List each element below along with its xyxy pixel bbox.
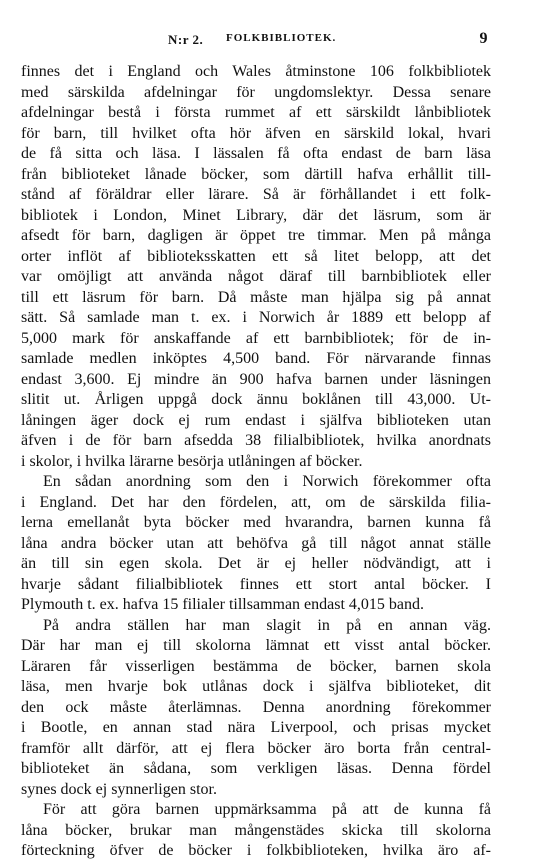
text-line: orter inflöt af biblioteksskatten ett så litet belopp, att det xyxy=(21,247,491,265)
text-line: 5,000 mark för anskaffande af ett barnbibliotek; för de in- xyxy=(21,329,491,347)
text-line: För att göra barnen uppmärksamma på att de kunna få xyxy=(43,801,491,818)
text-line: Läraren får visserligen bestämma de böcker, barnen skola xyxy=(21,657,491,675)
journal-title: FOLKBIBLIOTEK. xyxy=(226,32,337,44)
text-line: Plymouth t. ex. hafva 15 filialer tillsamman endast 4,015 band. xyxy=(21,596,425,613)
text-line: afdelningar bestå i första rummet af ett särskildt lånbibliotek xyxy=(21,104,491,121)
text-line: äfven i de för barn afsedda 38 filialbibliotek, hvilka anordnats xyxy=(21,432,491,449)
text-line: för barn, till hvilket ofta hör äfven en särskild lokal, hvari xyxy=(21,124,491,142)
text-line: låningen äger dock ej rum endast i själfva biblioteken utan xyxy=(21,411,491,429)
text-line: stånd af föräldrar eller lärare. Så är förhållandet i ett folk- xyxy=(21,186,491,203)
text-line: synes dock ej synnerligen stor. xyxy=(21,780,217,798)
text-line: afsedt för barn, dagligen är öppet tre timmar. Men på många xyxy=(21,227,491,244)
text-line: i Bootle, en annan stad nära Liverpool, och prisas mycket xyxy=(21,719,491,736)
text-line: var omöjligt att använda något däraf till barnbibliotek eller xyxy=(21,268,491,285)
text-line: i skolor, i hvilka lärarne besörja utlåningen af böcker. xyxy=(21,452,363,470)
running-header xyxy=(78,32,488,50)
text-line: sätt. Så samlade man t. ex. i Norwich år 1889 ett belopp af xyxy=(21,309,491,326)
text-line: den ock måste återlämnas. Denna anordning förekommer xyxy=(21,698,491,716)
text-line: endast 3,600. Ej mindre än 900 hafva barnen under läsningen xyxy=(21,370,491,388)
text-line: slitit ut. Årligen uppgå dock ännu boklånen till 43,000. Ut- xyxy=(21,391,491,408)
text-line: i England. Det har den fördelen, att, om de särskilda filia- xyxy=(21,493,491,511)
page-number: 9 xyxy=(479,30,488,47)
text-line: På andra ställen har man slagit in på en annan väg. xyxy=(43,616,491,634)
body-text xyxy=(21,62,491,862)
text-line: Där har man ej till skolorna lämnat ett visst antal böcker. xyxy=(21,637,491,654)
text-line: förteckning öfver de böcker i folkbiblioteken, hvilka äro af- xyxy=(21,842,491,859)
text-line: de få sitta och läsa. I lässalen få ofta endast de barn läsa xyxy=(21,145,491,162)
text-line: läsa, men hvarje bok utlånas dock i själfva biblioteket, dit xyxy=(21,678,491,695)
text-line: finnes det i England och Wales åtminstone 106 folkbibliotek xyxy=(21,63,491,80)
text-line: låna böcker, brukar man mångenstädes skicka till skolorna xyxy=(21,821,491,839)
issue-number: N:r 2. xyxy=(168,32,204,47)
text-line: framför allt därför, att ej flera böcker äro borta från central- xyxy=(21,739,491,757)
text-line: lerna emellanåt byta böcker med hvarandra, barnen kunna få xyxy=(21,514,491,531)
text-line: från biblioteket lånade böcker, som därtill hafva erhållit till- xyxy=(21,165,491,183)
text-line: samlade medlen inköptes 4,500 band. För närvarande finnas xyxy=(21,350,491,367)
text-line: med särskilda afdelningar för ungdomslektyr. Dessa senare xyxy=(21,83,491,101)
text-line: än till sin egen skola. Det är ej heller nödvändigt, att i xyxy=(21,555,491,572)
text-line: låna andra böcker utan att behöfva gå till något annat ställe xyxy=(21,534,491,552)
text-line: till ett läsrum för barn. Då måste man hjälpa sig på annat xyxy=(21,288,491,306)
text-line: bibliotek i London, Minet Library, där det läsrum, som är xyxy=(21,206,491,224)
text-line: biblioteket än sådana, som verkligen läsas. Denna fördel xyxy=(21,760,491,777)
text-line: En sådan anordning som den i Norwich förekommer ofta xyxy=(43,473,491,490)
text-line: hvarje sådant filialbibliotek finnes ett stort antal böcker. I xyxy=(21,575,491,593)
